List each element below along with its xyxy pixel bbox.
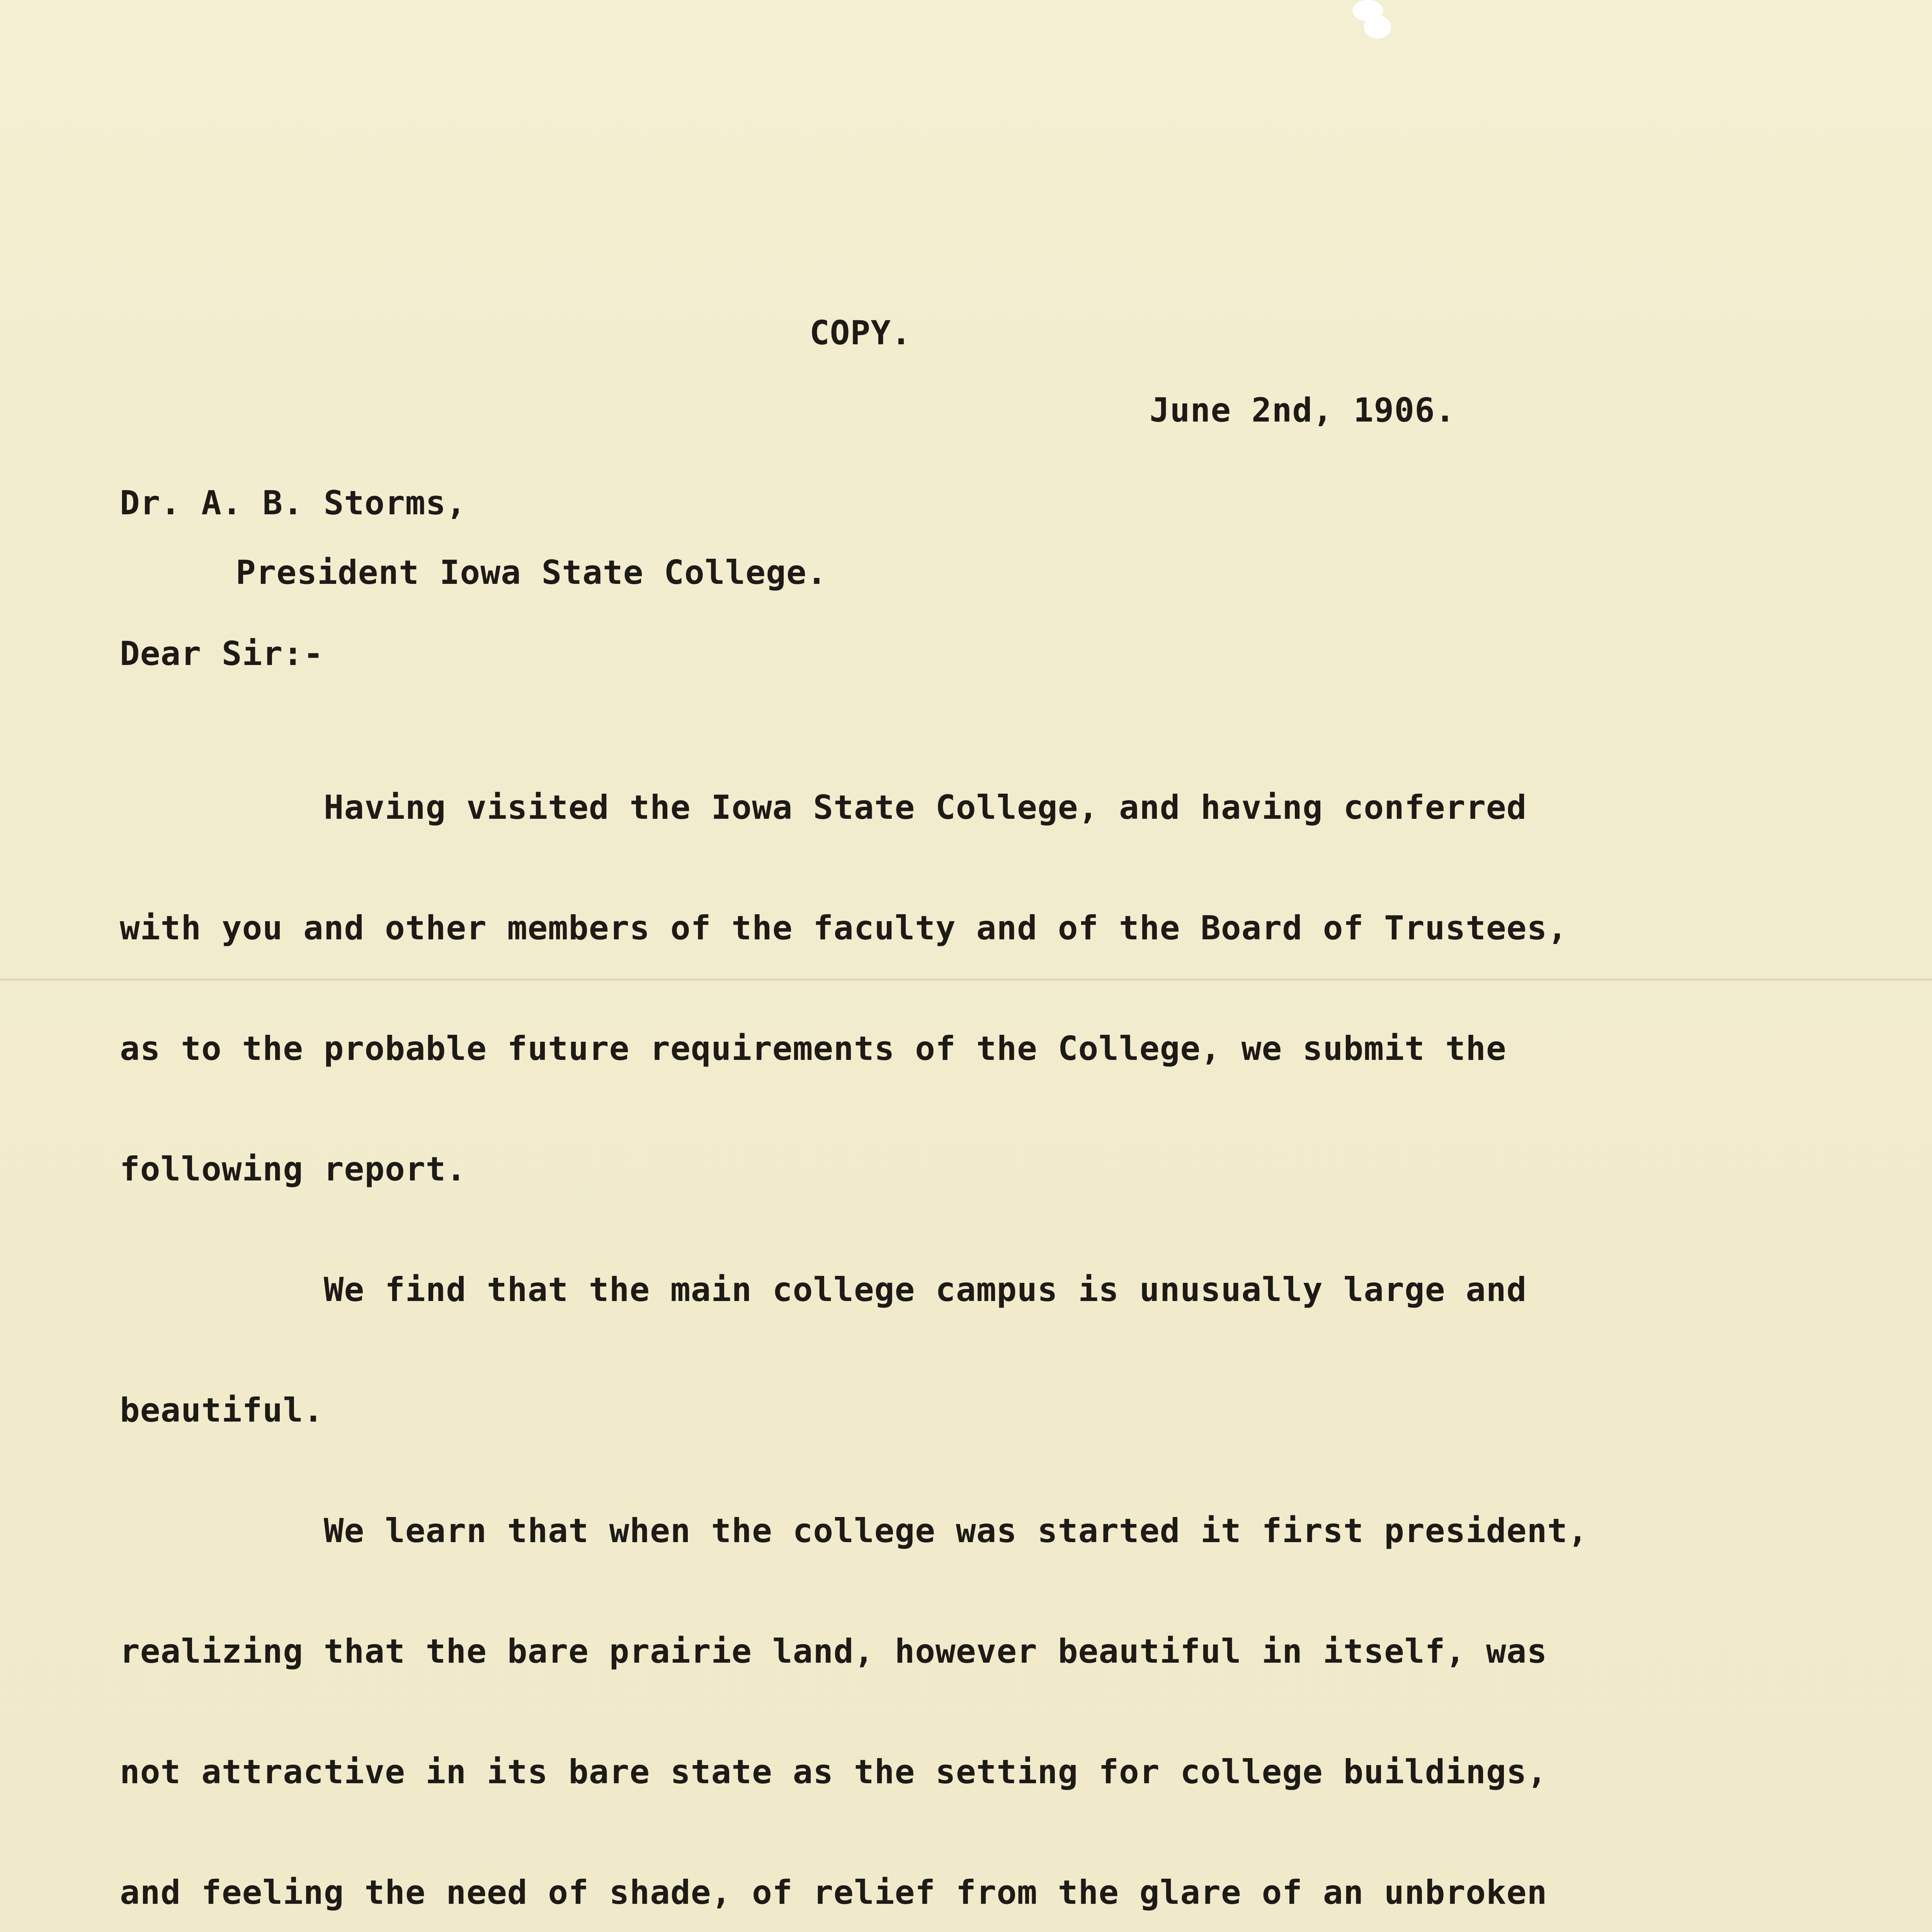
salutation: Dear Sir:- [120,634,324,673]
body-line: not attractive in its bare state as the setting for college buildings, [120,1753,1548,1791]
recipient-name: Dr. A. B. Storms, [120,484,467,522]
body-line: Having visited the Iowa State College, and having conferred [120,788,1527,827]
body-line: as to the probable future requirements of the College, we submit the [120,1029,1507,1068]
body-line: beautiful. [120,1391,324,1430]
recipient-title: President Iowa State College. [236,553,827,592]
body-line: and feeling the need of shade, of relief from the glare of an unbroken [120,1873,1548,1912]
body-line: We find that the main college campus is unusually large and [120,1270,1527,1309]
body-line: following report. [120,1150,467,1189]
letter-heading: COPY. [810,314,912,352]
letter-body [120,707,1629,1932]
body-line: We learn that when the college was started it first president, [120,1512,1588,1550]
letter-date: June 2nd, 1906. [1150,391,1456,430]
body-line: with you and other members of the faculty and of the Board of Trustees, [120,909,1568,947]
punch-hole [1364,15,1391,39]
body-line: realizing that the bare prairie land, however beautiful in itself, was [120,1632,1548,1671]
